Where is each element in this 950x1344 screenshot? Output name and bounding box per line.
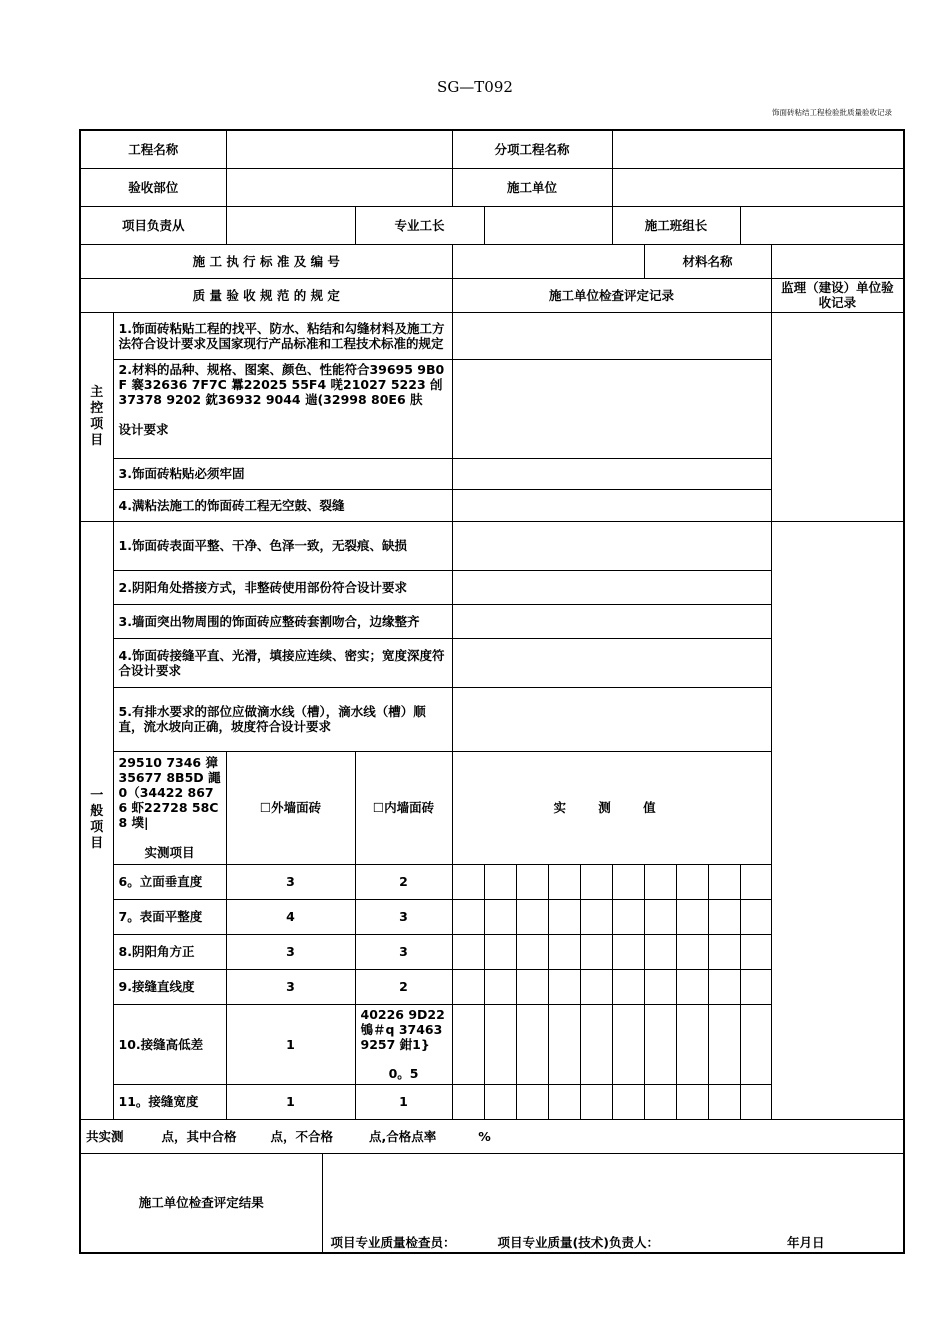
general-item-2: 2.阴阳角处搭接方式，非整砖使用部份符合设计要求 <box>113 570 452 604</box>
measure-cell[interactable] <box>580 1084 612 1119</box>
measure-cell[interactable] <box>644 969 676 1004</box>
inspection-form-table <box>79 129 905 1254</box>
main-control-item-3: 3.饰面砖粘贴必须牢固 <box>113 458 452 489</box>
measure-cell[interactable] <box>644 934 676 969</box>
measure-cell[interactable] <box>708 899 740 934</box>
measure-cell[interactable] <box>644 899 676 934</box>
measure-name: 11。接缝宽度 <box>113 1084 226 1119</box>
measure-name: 9.接缝直线度 <box>113 969 226 1004</box>
measure-cell[interactable] <box>548 934 580 969</box>
interior-tolerance: 40226 9D22 鴝＃q 37463 9257 鉗1} 0。5 <box>355 1004 452 1084</box>
main-control-record-1[interactable] <box>452 312 771 359</box>
project-manager-label: 项目负责从 <box>80 206 226 244</box>
interior-tolerance: 3 <box>355 899 452 934</box>
interior-tolerance: 2 <box>355 969 452 1004</box>
professional-foreman-label: 专业工长 <box>355 206 484 244</box>
general-item-3: 3.墙面突出物周围的饰面砖应整砖套割吻合，边缘整齐 <box>113 604 452 638</box>
measure-cell[interactable] <box>580 864 612 899</box>
total-points-row: 共实测 点，其中合格 点，不合格 点,合格点率 % <box>80 1119 904 1153</box>
measure-cell[interactable] <box>452 864 484 899</box>
measure-cell[interactable] <box>580 1004 612 1084</box>
measure-cell[interactable] <box>516 969 548 1004</box>
measure-cell[interactable] <box>516 1004 548 1084</box>
document-code: SG—T092 <box>437 78 513 96</box>
measure-cell[interactable] <box>708 934 740 969</box>
measure-cell[interactable] <box>484 969 516 1004</box>
measure-cell[interactable] <box>612 1004 644 1084</box>
measure-cell[interactable] <box>452 899 484 934</box>
standard-label: 施 工 执 行 标 准 及 编 号 <box>80 244 452 278</box>
supervision-label: 监理（建设）单位验收记录 <box>771 278 904 312</box>
exterior-tolerance: 1 <box>226 1004 355 1084</box>
general-record-4[interactable] <box>452 638 771 687</box>
measure-item-header: 29510 7346 獐35677 8B5D 譝0（34422 8676 虾22728 58C8 墣| 实测项目 <box>113 751 226 864</box>
measure-cell[interactable] <box>740 969 771 1004</box>
measure-cell[interactable] <box>452 1004 484 1084</box>
measure-cell[interactable] <box>548 864 580 899</box>
general-record-1[interactable] <box>452 521 771 570</box>
measure-cell[interactable] <box>580 934 612 969</box>
measure-cell[interactable] <box>612 934 644 969</box>
date-label: 年月日 <box>786 1235 825 1250</box>
acceptance-part-label: 验收部位 <box>80 168 226 206</box>
acceptance-part-value[interactable] <box>226 168 452 206</box>
standard-value[interactable] <box>452 244 644 278</box>
measure-cell[interactable] <box>484 934 516 969</box>
material-name-value[interactable] <box>771 244 904 278</box>
measure-cell[interactable] <box>708 864 740 899</box>
measure-cell[interactable] <box>708 1004 740 1084</box>
spec-label: 质 量 验 收 规 范 的 规 定 <box>80 278 452 312</box>
project-manager-value[interactable] <box>226 206 355 244</box>
measure-cell[interactable] <box>740 899 771 934</box>
main-control-record-2[interactable] <box>452 359 771 458</box>
measure-cell[interactable] <box>676 899 708 934</box>
measure-cell[interactable] <box>516 1084 548 1119</box>
manager-label: 项目专业质量(技术)负责人： <box>497 1235 659 1250</box>
measure-cell[interactable] <box>612 899 644 934</box>
measure-cell[interactable] <box>580 899 612 934</box>
interior-tolerance: 3 <box>355 934 452 969</box>
result-area[interactable] <box>322 1153 904 1253</box>
measure-cell[interactable] <box>740 864 771 899</box>
general-item-5: 5.有排水要求的部位应做滴水线（槽），滴水线（槽）顺直，流水坡向正确，坡度符合设计要求 <box>113 687 452 751</box>
interior-tolerance: 1 <box>355 1084 452 1119</box>
measure-cell[interactable] <box>740 1084 771 1119</box>
measure-cell[interactable] <box>452 969 484 1004</box>
measure-cell[interactable] <box>516 899 548 934</box>
measure-cell[interactable] <box>708 1084 740 1119</box>
exterior-tolerance: 1 <box>226 1084 355 1119</box>
sub-project-value[interactable] <box>612 130 904 168</box>
main-control-record-4[interactable] <box>452 489 771 521</box>
main-control-item-1: 1.饰面砖粘贴工程的找平、防水、粘结和勾缝材料及施工方法符合设计要求及国家现行产品标准和工程技术标准的规定 <box>113 312 452 359</box>
exterior-tolerance: 4 <box>226 899 355 934</box>
sub-project-label: 分项工程名称 <box>452 130 612 168</box>
measure-cell[interactable] <box>580 969 612 1004</box>
main-control-item-4: 4.满粘法施工的饰面砖工程无空鼓、裂缝 <box>113 489 452 521</box>
general-item-1: 1.饰面砖表面平整、干净、色泽一致，无裂痕、缺损 <box>113 521 452 570</box>
measure-cell[interactable] <box>644 1084 676 1119</box>
measure-cell[interactable] <box>516 864 548 899</box>
result-label: 施工单位检查评定结果 <box>80 1153 322 1253</box>
interior-tile-checkbox[interactable]: ☐内墙面砖 <box>355 751 452 864</box>
measure-cell[interactable] <box>676 864 708 899</box>
measure-cell[interactable] <box>676 969 708 1004</box>
signature-line <box>331 1235 825 1250</box>
professional-foreman-value[interactable] <box>484 206 612 244</box>
general-supervision[interactable] <box>771 521 904 1119</box>
measure-cell[interactable] <box>612 969 644 1004</box>
construction-unit-label: 施工单位 <box>452 168 612 206</box>
measure-cell[interactable] <box>644 864 676 899</box>
measure-cell[interactable] <box>484 899 516 934</box>
exterior-tile-checkbox[interactable]: ☐外墙面砖 <box>226 751 355 864</box>
measure-cell[interactable] <box>484 864 516 899</box>
project-name-value[interactable] <box>226 130 452 168</box>
general-item-4: 4.饰面砖接缝平直、光滑，填接应连续、密实；宽度深度符合设计要求 <box>113 638 452 687</box>
measure-cell[interactable] <box>740 934 771 969</box>
measure-cell[interactable] <box>612 1084 644 1119</box>
main-control-supervision[interactable] <box>771 312 904 521</box>
measure-cell[interactable] <box>612 864 644 899</box>
general-record-3[interactable] <box>452 604 771 638</box>
document-subtitle: 饰面砖粘结工程检验批质量验收记录 <box>772 108 892 117</box>
measure-cell[interactable] <box>452 934 484 969</box>
check-record-label: 施工单位检查评定记录 <box>452 278 771 312</box>
measure-cell[interactable] <box>516 934 548 969</box>
measure-name: 8.阴阳角方正 <box>113 934 226 969</box>
general-record-2[interactable] <box>452 570 771 604</box>
exterior-tolerance: 3 <box>226 969 355 1004</box>
measure-cell[interactable] <box>548 899 580 934</box>
inspector-label: 项目专业质量检查员： <box>330 1235 456 1250</box>
general-items-label: 一般项目 <box>80 521 113 1119</box>
interior-tolerance: 2 <box>355 864 452 899</box>
measure-name: 10.接缝高低差 <box>113 1004 226 1084</box>
measure-cell[interactable] <box>548 969 580 1004</box>
main-control-label: 主控项目 <box>80 312 113 521</box>
measure-cell[interactable] <box>740 1004 771 1084</box>
measure-cell[interactable] <box>484 1084 516 1119</box>
exterior-tolerance: 3 <box>226 934 355 969</box>
measure-cell[interactable] <box>484 1004 516 1084</box>
measure-cell[interactable] <box>708 969 740 1004</box>
measure-cell[interactable] <box>548 1084 580 1119</box>
measure-cell[interactable] <box>548 1004 580 1084</box>
construction-unit-value[interactable] <box>612 168 904 206</box>
measure-cell[interactable] <box>676 934 708 969</box>
measure-cell[interactable] <box>452 1084 484 1119</box>
measure-cell[interactable] <box>644 1004 676 1084</box>
exterior-tolerance: 3 <box>226 864 355 899</box>
team-leader-value[interactable] <box>740 206 904 244</box>
team-leader-label: 施工班组长 <box>612 206 740 244</box>
main-control-record-3[interactable] <box>452 458 771 489</box>
measure-name: 7。表面平整度 <box>113 899 226 934</box>
general-record-5[interactable] <box>452 687 771 751</box>
project-name-label: 工程名称 <box>80 130 226 168</box>
measure-cell[interactable] <box>676 1084 708 1119</box>
measure-cell[interactable] <box>676 1004 708 1084</box>
main-control-item-2: 2.材料的品种、规格、图案、颜色、性能符合39695 9B0F 褰32636 7F7C 羃22025 55F4 唴21027 5223 刣37378 9202 鈂36932 9044 遄(32998 80E6 肤 设计要求 <box>113 359 452 458</box>
measured-value-header: 实 测 值 <box>452 751 771 864</box>
measure-name: 6。立面垂直度 <box>113 864 226 899</box>
material-name-label: 材料名称 <box>644 244 771 278</box>
